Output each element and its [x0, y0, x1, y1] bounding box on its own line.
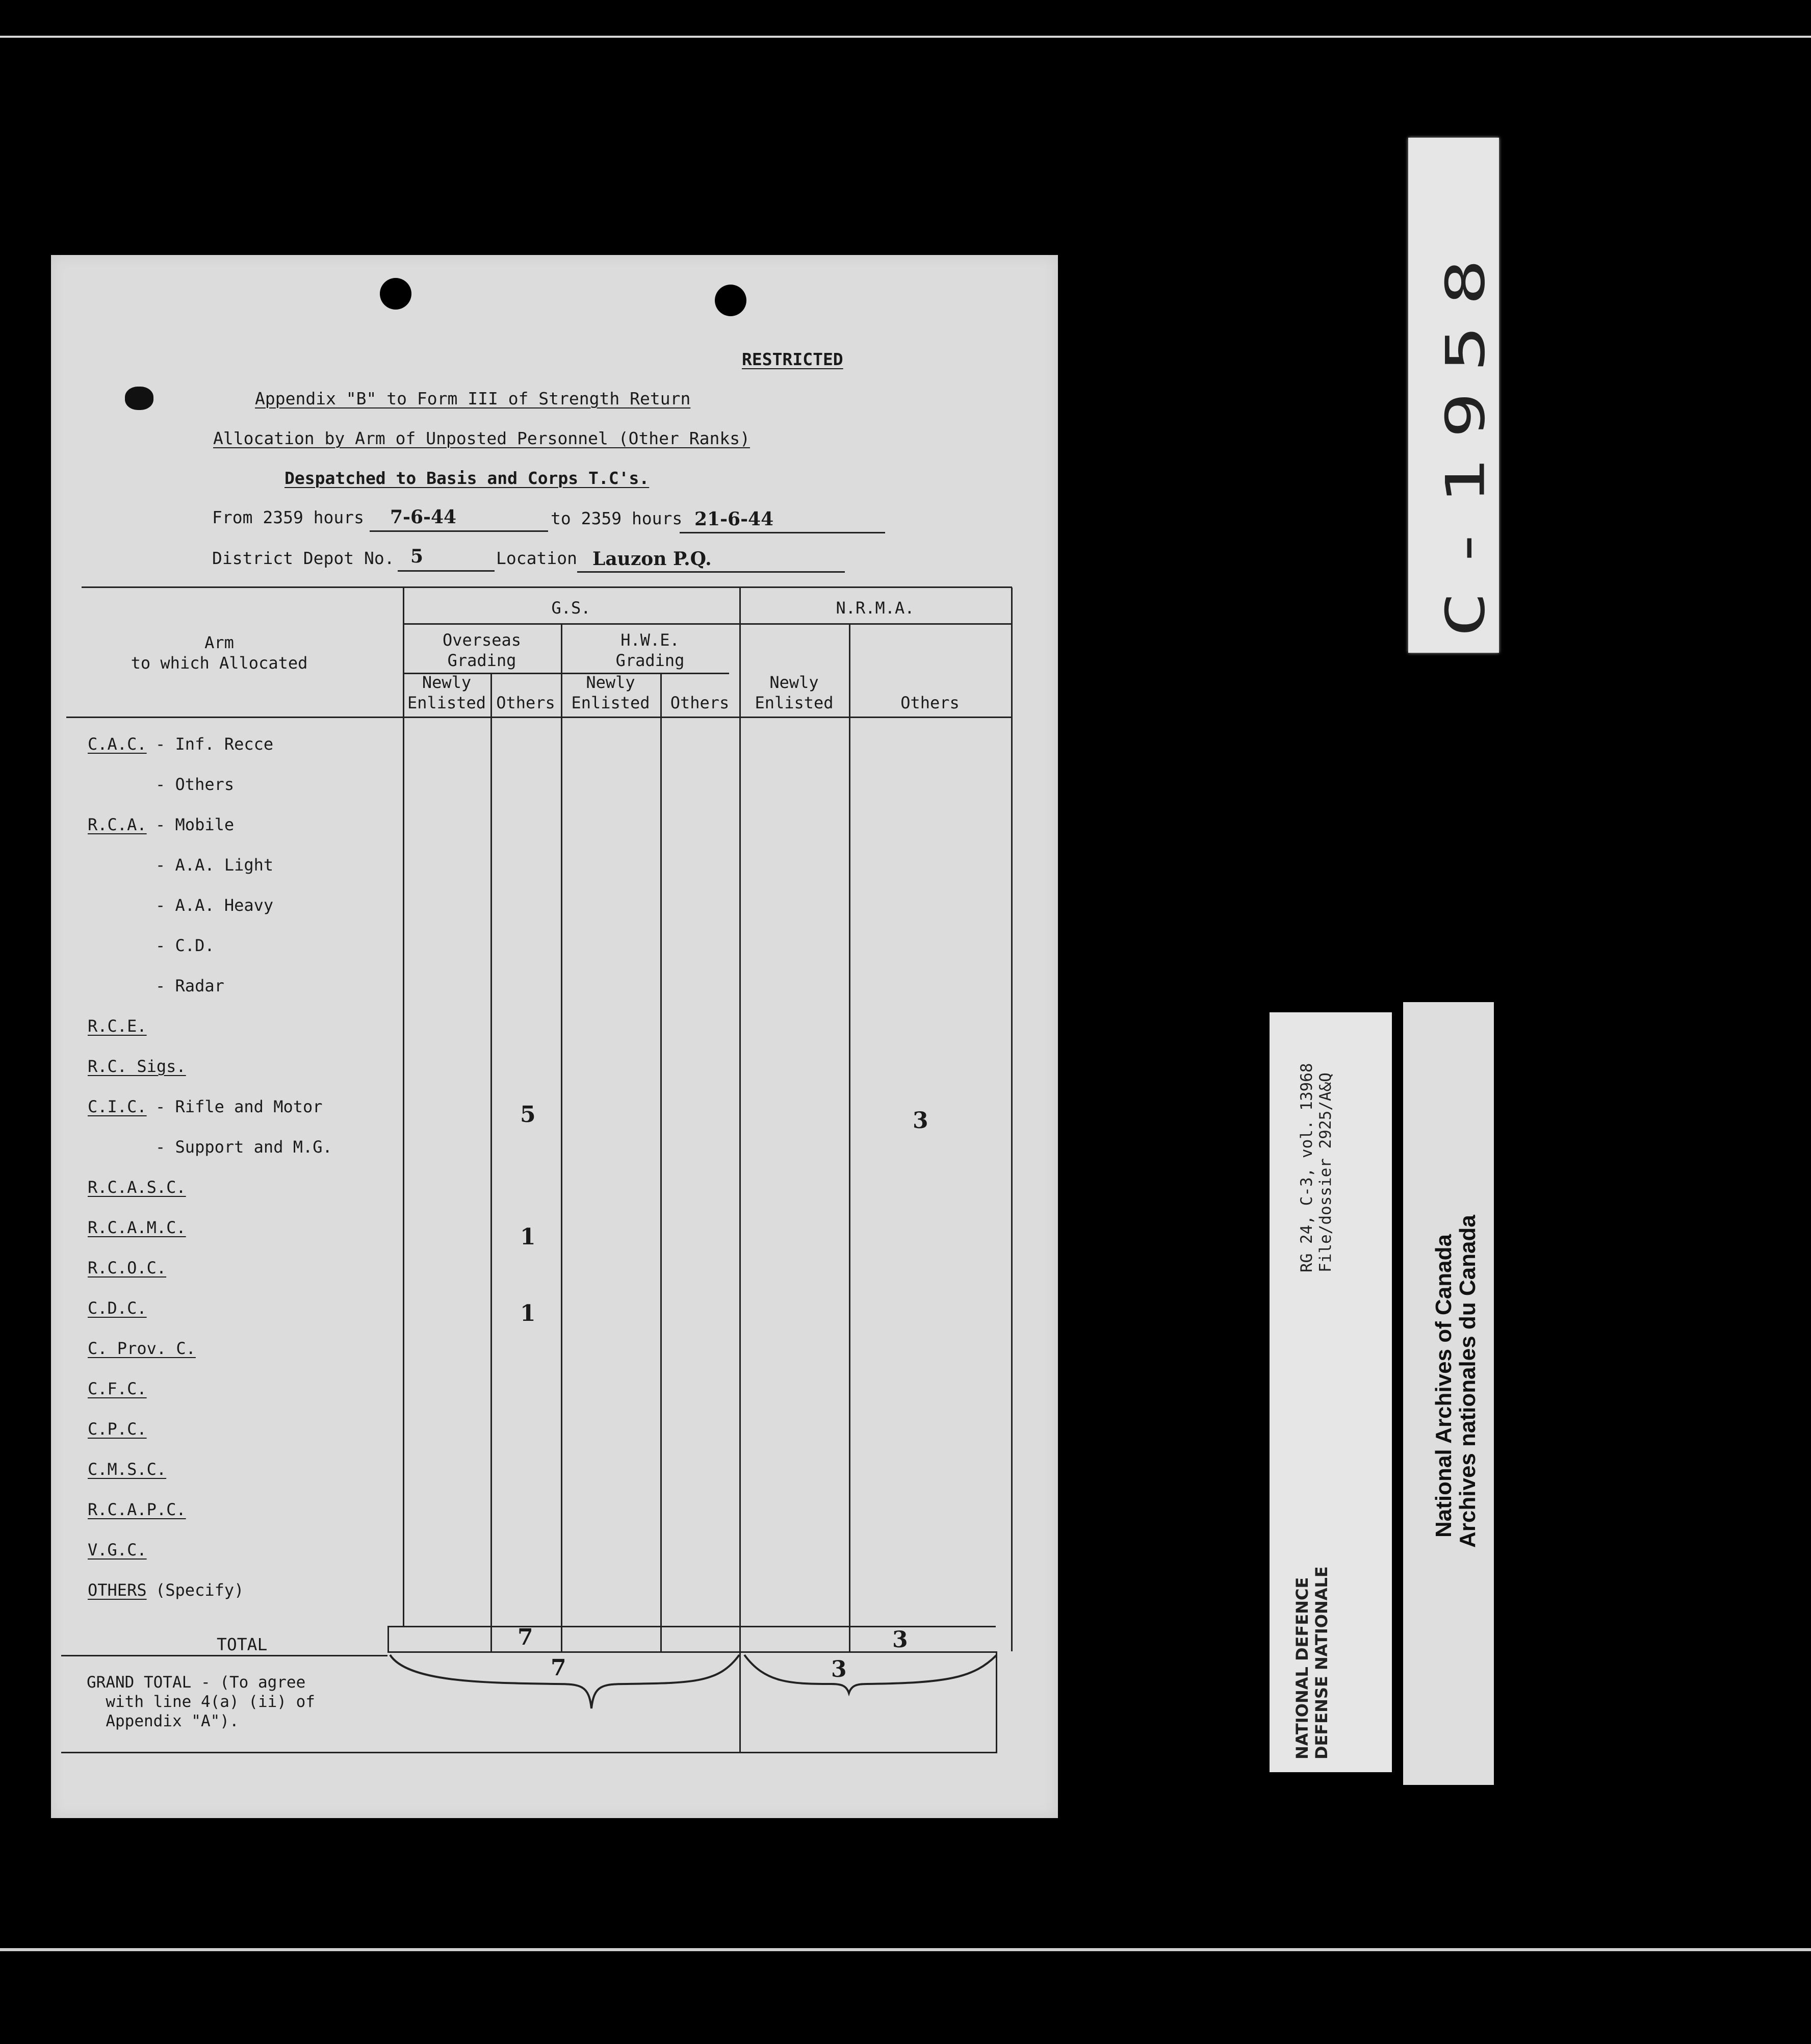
row-abbr: R.C.A.S.C. — [88, 1178, 186, 1197]
archive-line-2: Archives nationales du Canada — [1455, 1215, 1480, 1548]
row-abbr: C.I.C. — [88, 1097, 147, 1116]
nrma-header: N.R.M.A. — [836, 598, 915, 618]
grand-total-nrma: 3 — [831, 1656, 847, 1682]
overseas-others-header: Others — [496, 693, 555, 712]
reference-line-1: RG 24, C-3, vol. 13968 — [1298, 1063, 1316, 1272]
department-line-2: DEFENSE NATIONALE — [1312, 1566, 1331, 1759]
total-label: TOTAL — [217, 1634, 268, 1654]
total-nrma-others: 3 — [892, 1627, 908, 1653]
col-rule-1 — [403, 587, 404, 1626]
nrma-newly-enlisted-header: Newly Enlisted — [755, 673, 834, 712]
to-fill-line — [680, 532, 885, 533]
row-label: - Others — [156, 775, 235, 794]
depot-label: District Depot No. — [212, 548, 395, 568]
from-value: 7-6-44 — [390, 506, 457, 528]
overseas-grading-header: Overseas Grading — [442, 630, 522, 670]
col-rule-5 — [739, 587, 741, 1752]
row-abbr: C.M.S.C. — [88, 1460, 167, 1479]
depot-value: 5 — [410, 546, 424, 567]
row-abbr: C.A.C. — [88, 734, 147, 754]
grand-total-gs: 7 — [551, 1655, 566, 1681]
row-label: - Support and M.G. — [156, 1137, 332, 1157]
to-label: to 2359 hours — [551, 508, 683, 528]
grand-total-label: GRAND TOTAL - (To agree with line 4(a) (ii) of Appendix "A"). — [87, 1673, 315, 1730]
row-label: - A.A. Light — [156, 855, 274, 875]
entry-cic-rifle-gs-others: 5 — [520, 1102, 536, 1128]
department-line-1: NATIONAL DEFENCE — [1292, 1577, 1312, 1759]
row-abbr: R.C.A. — [88, 815, 147, 834]
grand-total-braces — [387, 1652, 997, 1714]
hwe-grading-header: H.W.E. Grading — [615, 630, 685, 670]
entry-cdc-gs-others: 1 — [520, 1300, 536, 1326]
col-rule-2 — [490, 673, 492, 1651]
row-abbr: C.F.C. — [88, 1379, 147, 1398]
frame-number: C-1958 — [1435, 239, 1497, 637]
table-bottom-rule — [61, 1752, 996, 1753]
hwe-others-header: Others — [670, 693, 730, 712]
from-label: From 2359 hours — [212, 507, 365, 527]
nrma-others-header: Others — [900, 693, 960, 712]
row-label: - Rifle and Motor — [156, 1097, 323, 1116]
title-line-3: Despatched to Basis and Corps T.C's. — [284, 468, 650, 488]
row-abbr: C.P.C. — [88, 1419, 147, 1439]
row-abbr: R.C.O.C. — [88, 1258, 167, 1278]
col-rule-7 — [1011, 587, 1013, 1651]
punch-hole-right — [715, 285, 746, 316]
row-label: - Radar — [156, 976, 224, 995]
entry-rcamc-gs-others: 1 — [520, 1224, 536, 1250]
document-page — [51, 255, 1058, 1818]
col-rule-6 — [849, 624, 850, 1651]
row-label: - A.A. Heavy — [156, 896, 274, 915]
entry-cic-rifle-nrma-others: 3 — [913, 1108, 928, 1134]
ink-blot — [125, 387, 153, 410]
row-label: - Mobile — [156, 815, 235, 834]
arm-header: Arm to which Allocated — [131, 633, 308, 673]
location-value: Lauzon P.Q. — [592, 548, 712, 570]
reference-line-2: File/dossier 2925/A&Q — [1316, 1072, 1335, 1272]
col-rule-1-total — [387, 1626, 389, 1651]
row-abbr: R.C.A.P.C. — [88, 1500, 186, 1519]
row-abbr: OTHERS — [88, 1580, 147, 1600]
frame-number-label — [1408, 138, 1499, 653]
hwe-newly-enlisted-header: Newly Enlisted — [571, 673, 650, 712]
row-label: (Specify) — [156, 1580, 244, 1600]
gs-header: G.S. — [551, 598, 591, 618]
location-fill-line — [577, 571, 845, 573]
archive-line-1: National Archives of Canada — [1431, 1234, 1456, 1538]
row-abbr: C.D.C. — [88, 1298, 147, 1318]
punch-hole-left — [380, 278, 411, 310]
film-top-edge — [0, 36, 1811, 38]
grand-total-top-rule — [61, 1655, 387, 1656]
row-abbr: C. Prov. C. — [88, 1339, 196, 1358]
row-abbr: R.C.E. — [88, 1016, 147, 1036]
depot-fill-line — [398, 570, 495, 572]
to-value: 21-6-44 — [694, 508, 774, 530]
row-abbr: V.G.C. — [88, 1540, 147, 1560]
title-line-1: Appendix "B" to Form III of Strength Return — [255, 389, 691, 408]
table-top-rule — [82, 586, 1012, 588]
film-bottom-edge — [0, 1948, 1811, 1951]
total-gs-others: 7 — [518, 1624, 533, 1650]
row-abbr: R.C. Sigs. — [88, 1057, 186, 1076]
title-line-2: Allocation by Arm of Unposted Personnel (Other Ranks) — [213, 428, 750, 448]
classification-mark: RESTRICTED — [742, 349, 843, 369]
col-rule-4 — [660, 673, 662, 1651]
overseas-newly-enlisted-header: Newly Enlisted — [407, 673, 486, 712]
row-abbr: R.C.A.M.C. — [88, 1218, 186, 1237]
row-label: - Inf. Recce — [156, 734, 274, 754]
location-label: Location — [496, 548, 577, 568]
row-label: - C.D. — [156, 936, 215, 955]
header-bottom-rule — [66, 717, 1011, 718]
col-rule-3 — [561, 624, 562, 1651]
archive-reference-label — [1270, 1012, 1392, 1772]
archive-name-label — [1403, 1002, 1494, 1785]
gs-subheader-rule — [403, 623, 1011, 625]
from-fill-line — [370, 530, 548, 532]
